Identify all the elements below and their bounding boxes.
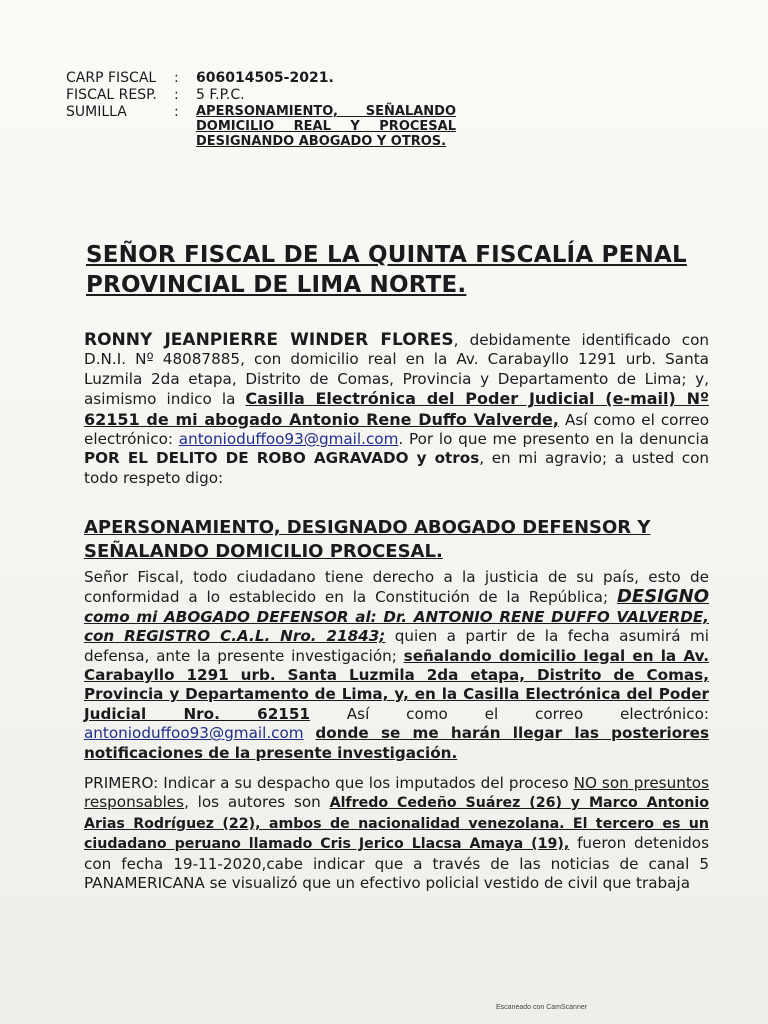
fiscal-resp-row: [66, 87, 456, 104]
fiscal-resp-value: 5 F.P.C.: [196, 87, 245, 103]
section-subtitle: APERSONAMIENTO, DESIGNADO ABOGADO DEFENSOR Y SEÑALANDO DOMICILIO PROCESAL.: [84, 517, 651, 562]
email-link[interactable]: antonioduffoo93@gmail.com: [178, 430, 399, 449]
colon: :: [174, 70, 179, 86]
carp-fiscal-row: [66, 70, 456, 87]
intro-text-3: . Por lo que me presento en la denuncia: [398, 430, 709, 449]
designo-keyword: DESIGNO: [616, 586, 709, 608]
body-text-1: Señor Fiscal, todo ciudadano tiene derecho a la justicia de su país, esto de conformidad a lo establecido en la Constitución de la República;: [84, 568, 709, 607]
body-text-5: [304, 724, 316, 742]
casilla-electronica: Casilla Electrónica del Poder Judicial (e-mail) Nº 62151 de mi abogado Antonio Rene Duffo Valverde,: [84, 389, 710, 429]
autores-names: Alfredo Cedeño Suárez (26) y Marco Antonio Arias Rodríguez (22), ambos de nacionalidad venezolana. El tercero es un ciudadano peruano llamado Cris Jerico Llacsa Amaya (19),: [84, 795, 709, 853]
sumilla-row: [66, 104, 456, 149]
sumilla-label: SUMILLA: [66, 104, 127, 120]
scanner-watermark: Escaneado con CamScanner: [496, 1004, 588, 1011]
crime-label: POR EL DELITO DE ROBO AGRAVADO y otros: [84, 449, 480, 468]
no-son-responsables: NO son presuntos responsables: [84, 774, 709, 812]
domicilio-legal: señalando domicilio legal en la Av. Carabayllo 1291 urb. Santa Luzmila 2da etapa, Distrito de Comas, Provincia y Departamento de Lima, y, en la Casilla Electrónica del Poder Judicial Nro. 62151: [84, 646, 710, 723]
primero-text-3: fueron detenidos con fecha 19-11-2020,cabe indicar que a través de las noticias de canal 5 PANAMERICANA se visualizó que un efectivo policial vestido de civil que trabaja: [84, 834, 709, 893]
colon: :: [174, 87, 179, 103]
primero-text-2: , los autores son: [184, 793, 330, 812]
intro-paragraph: [84, 331, 709, 488]
intro-text-4: , en mi agravio; a usted con todo respeto digo:: [84, 449, 709, 487]
colon: :: [174, 104, 179, 120]
carp-fiscal-value: 606014505-2021.: [196, 70, 334, 86]
notificaciones-text: donde se me harán llegar las posteriores notificaciones de la presente investigación.: [84, 724, 710, 762]
document-title: SEÑOR FISCAL DE LA QUINTA FISCALÍA PENAL PROVINCIAL DE LIMA NORTE.: [86, 242, 687, 298]
body-text-4: Así como el correo electrónico:: [309, 704, 709, 723]
body-paragraph: [84, 568, 709, 763]
email-link[interactable]: antonioduffoo93@gmail.com: [84, 724, 304, 743]
complainant-name: RONNY JEANPIERRE WINDER FLORES: [84, 330, 454, 350]
sumilla-value: APERSONAMIENTO, SEÑALANDO DOMICILIO REAL Y PROCESAL DESIGNANDO ABOGADO Y OTROS.: [196, 104, 456, 149]
fiscal-resp-label: FISCAL RESP.: [66, 87, 157, 103]
primero-text-1: PRIMERO: Indicar a su despacho que los imputados del proceso: [84, 774, 574, 792]
primero-paragraph: [84, 774, 709, 893]
carp-fiscal-label: CARP FISCAL: [66, 70, 157, 86]
body-text-3: quien a partir de la fecha asumirá mi defensa, ante la presente investigación;: [84, 627, 709, 665]
abogado-designation: como mi ABOGADO DEFENSOR al: Dr. ANTONIO RENE DUFFO VALVERDE, con REGISTRO C.A.L. Nro. 21843;: [84, 607, 709, 646]
case-header: [66, 70, 456, 149]
intro-text-1: , debidamente identificado con D.N.I. Nº 48087885, con domicilio real en la Av. Carabayllo 1291 urb. Santa Luzmila 2da etapa, Distrito de Comas, Provincia y Departamento de Lima; y, asimismo indico la: [84, 331, 709, 409]
intro-text-2: Así como el correo electrónico:: [84, 410, 709, 449]
